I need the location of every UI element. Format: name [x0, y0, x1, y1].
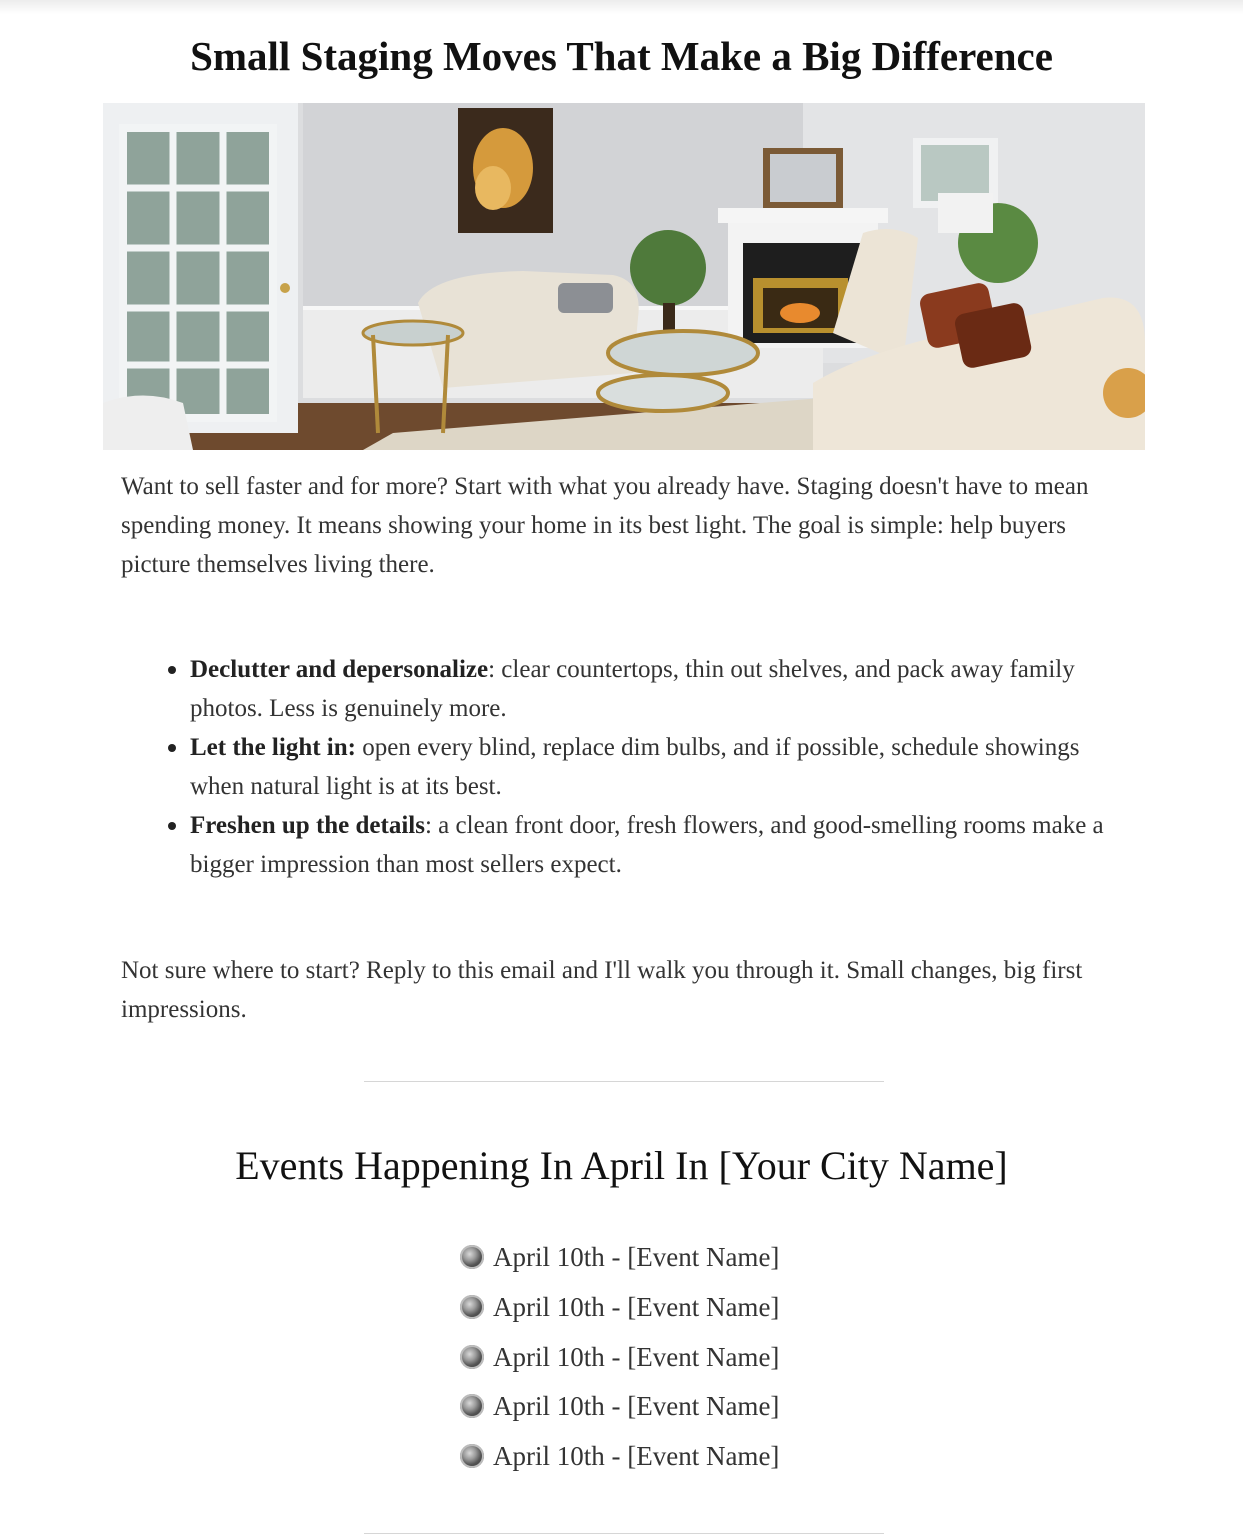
staging-tips-list — [190, 650, 1130, 884]
tip-text: : a clean front door, fresh flowers, and good-smelling rooms make a bigger impression than most sellers expect. — [190, 812, 1104, 878]
event-item — [460, 1438, 779, 1474]
hero-image — [103, 103, 1145, 450]
intro-paragraph: Want to sell faster and for more? Start with what you already have. Staging doesn't have to mean spending money. It means showing your home in its best light. The goal is simple: help buyers picture themselves living there. — [121, 473, 1089, 578]
tip-title: Let the light in: — [190, 734, 356, 761]
top-shadow-bar — [0, 0, 1243, 14]
closing-paragraph: Not sure where to start? Reply to this email and I'll walk you through it. Small changes, big first impressions. — [121, 957, 1083, 1023]
event-text: April 10th - [Event Name] — [493, 1391, 780, 1421]
event-text: April 10th - [Event Name] — [493, 1441, 780, 1471]
event-item — [460, 1388, 779, 1424]
list-item — [190, 650, 1130, 728]
radio-button-icon — [460, 1345, 484, 1369]
tip-title: Freshen up the details — [190, 812, 425, 839]
event-text: April 10th - [Event Name] — [493, 1242, 780, 1272]
tip-text: : clear countertops, thin out shelves, and pack away family photos. Less is genuinely more. — [190, 656, 1075, 722]
radio-button-icon — [460, 1245, 484, 1269]
events-title: Events Happening In April In [Your City Name] — [235, 1143, 1008, 1188]
event-text: April 10th - [Event Name] — [493, 1342, 780, 1372]
bottom-divider — [364, 1533, 884, 1534]
list-item — [190, 728, 1130, 806]
radio-button-icon — [460, 1444, 484, 1468]
radio-button-icon — [460, 1394, 484, 1418]
living-room-illustration — [103, 103, 1145, 450]
newsletter-headline: Small Staging Moves That Make a Big Difference — [190, 33, 1053, 79]
event-text: April 10th - [Event Name] — [493, 1292, 780, 1322]
list-item — [190, 806, 1130, 884]
tip-text: open every blind, replace dim bulbs, and if possible, schedule showings when natural light is at its best. — [190, 734, 1080, 800]
section-divider — [364, 1081, 884, 1082]
event-item — [460, 1239, 779, 1275]
tip-title: Declutter and depersonalize — [190, 656, 489, 683]
event-item — [460, 1339, 779, 1375]
radio-button-icon — [460, 1295, 484, 1319]
event-item — [460, 1289, 779, 1325]
